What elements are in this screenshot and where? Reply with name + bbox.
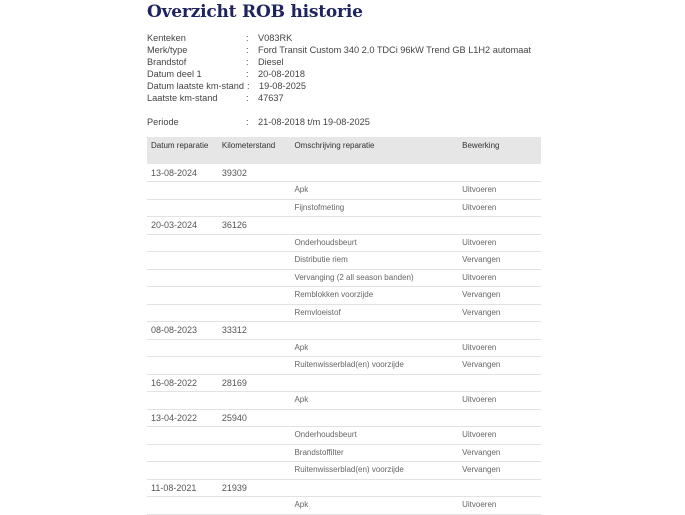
mileage <box>218 252 291 270</box>
repair-date <box>147 269 218 287</box>
table-row <box>147 182 541 200</box>
mileage <box>218 199 291 217</box>
info-label: Laatste km-stand <box>147 93 218 103</box>
table-row <box>147 339 541 357</box>
table-row <box>147 392 541 410</box>
info-separator: : <box>246 117 249 127</box>
info-label: Datum laatste km-stand <box>147 81 245 91</box>
info-separator: : <box>246 93 249 103</box>
column-header: Omschrijving reparatie <box>290 137 458 164</box>
info-label: Periode <box>147 117 179 127</box>
vehicle-info <box>147 32 531 128</box>
repair-description: Apk <box>290 339 458 357</box>
repair-description <box>290 217 458 235</box>
info-value: 19-08-2025 <box>259 81 307 91</box>
repair-date <box>147 252 218 270</box>
repair-date <box>147 444 218 462</box>
repair-date <box>147 427 218 445</box>
repair-date: 13-04-2022 <box>147 409 218 427</box>
repair-description <box>290 164 458 182</box>
repair-description: Apk <box>290 497 458 515</box>
info-row <box>147 56 531 68</box>
info-row <box>147 68 531 80</box>
repair-date: 20-03-2024 <box>147 217 218 235</box>
action: Uitvoeren <box>458 497 541 515</box>
repair-description: Ruitenwisserblad(en) voorzijde <box>290 462 458 480</box>
info-label: Brandstof <box>147 57 187 67</box>
table-row <box>147 409 541 427</box>
repair-date <box>147 182 218 200</box>
repair-description <box>290 409 458 427</box>
repair-date <box>147 497 218 515</box>
table-row <box>147 444 541 462</box>
mileage <box>218 462 291 480</box>
table-row <box>147 217 541 235</box>
table-row <box>147 427 541 445</box>
repair-date: 11-08-2021 <box>147 479 218 497</box>
table-row <box>147 357 541 375</box>
action <box>458 374 541 392</box>
column-header: Bewerking <box>458 137 541 164</box>
repair-description: Apk <box>290 392 458 410</box>
table-row <box>147 462 541 480</box>
repair-description: Fijnstofmeting <box>290 199 458 217</box>
action: Uitvoeren <box>458 182 541 200</box>
action: Uitvoeren <box>458 269 541 287</box>
repair-date: 16-08-2022 <box>147 374 218 392</box>
action <box>458 322 541 340</box>
table-row <box>147 287 541 305</box>
mileage <box>218 269 291 287</box>
info-value: 47637 <box>258 93 284 103</box>
action <box>458 217 541 235</box>
table-row <box>147 252 541 270</box>
repair-description: Remblokken voorzijde <box>290 287 458 305</box>
repair-history-table <box>147 137 541 515</box>
repair-description <box>290 374 458 392</box>
info-value: 21-08-2018 t/m 19-08-2025 <box>258 117 370 127</box>
column-header: Datum reparatie <box>147 137 218 164</box>
info-row <box>147 116 531 128</box>
info-separator: : <box>246 69 249 79</box>
table-row <box>147 234 541 252</box>
action: Uitvoeren <box>458 427 541 445</box>
repair-date <box>147 234 218 252</box>
action: Uitvoeren <box>458 392 541 410</box>
mileage: 33312 <box>218 322 291 340</box>
table-row <box>147 269 541 287</box>
repair-description: Brandstoffilter <box>290 444 458 462</box>
action: Vervangen <box>458 304 541 322</box>
info-separator: : <box>246 57 249 67</box>
mileage: 28169 <box>218 374 291 392</box>
column-header: Kilometerstand <box>218 137 291 164</box>
info-row <box>147 32 531 44</box>
action: Vervangen <box>458 252 541 270</box>
mileage: 21939 <box>218 479 291 497</box>
mileage <box>218 287 291 305</box>
action <box>458 479 541 497</box>
action: Uitvoeren <box>458 339 541 357</box>
action: Vervangen <box>458 287 541 305</box>
mileage <box>218 357 291 375</box>
mileage: 25940 <box>218 409 291 427</box>
info-value: 20-08-2018 <box>258 69 305 79</box>
table-row <box>147 322 541 340</box>
action: Vervangen <box>458 357 541 375</box>
table-row <box>147 479 541 497</box>
mileage <box>218 234 291 252</box>
repair-date <box>147 304 218 322</box>
repair-date <box>147 392 218 410</box>
page-title: Overzicht ROB historie <box>147 2 363 22</box>
repair-description: Ruitenwisserblad(en) voorzijde <box>290 357 458 375</box>
info-label: Kenteken <box>147 33 186 43</box>
repair-date <box>147 357 218 375</box>
mileage <box>218 304 291 322</box>
action: Uitvoeren <box>458 199 541 217</box>
mileage <box>218 392 291 410</box>
repair-description: Apk <box>290 182 458 200</box>
mileage <box>218 182 291 200</box>
action: Vervangen <box>458 444 541 462</box>
mileage <box>218 444 291 462</box>
repair-description: Remvloeistof <box>290 304 458 322</box>
repair-date <box>147 339 218 357</box>
action <box>458 409 541 427</box>
info-separator: : <box>246 33 249 43</box>
repair-description: Distributie riem <box>290 252 458 270</box>
table-row <box>147 304 541 322</box>
repair-date: 08-08-2023 <box>147 322 218 340</box>
mileage <box>218 339 291 357</box>
repair-date <box>147 287 218 305</box>
table-header-row <box>147 137 541 164</box>
info-label: Datum deel 1 <box>147 69 202 79</box>
table-row <box>147 374 541 392</box>
info-value: Ford Transit Custom 340 2.0 TDCi 96kW Trend GB L1H2 automaat <box>258 45 532 55</box>
table-row <box>147 199 541 217</box>
action: Vervangen <box>458 462 541 480</box>
repair-description: Onderhoudsbeurt <box>290 427 458 445</box>
info-separator: : <box>246 45 249 55</box>
repair-description: Onderhoudsbeurt <box>290 234 458 252</box>
repair-description <box>290 479 458 497</box>
info-value: Diesel <box>258 57 284 67</box>
info-value: V083RK <box>258 33 293 43</box>
mileage: 36126 <box>218 217 291 235</box>
info-label: Merk/type <box>147 45 188 55</box>
table-row <box>147 497 541 515</box>
info-row <box>147 80 531 92</box>
action <box>458 164 541 182</box>
mileage <box>218 427 291 445</box>
mileage <box>218 497 291 515</box>
info-row <box>147 44 531 56</box>
repair-date: 13-08-2024 <box>147 164 218 182</box>
action: Uitvoeren <box>458 234 541 252</box>
repair-description: Vervanging (2 all season banden) <box>290 269 458 287</box>
repair-date <box>147 199 218 217</box>
table-row <box>147 164 541 182</box>
mileage: 39302 <box>218 164 291 182</box>
info-row <box>147 92 531 104</box>
info-separator: : <box>247 81 250 91</box>
repair-date <box>147 462 218 480</box>
repair-description <box>290 322 458 340</box>
